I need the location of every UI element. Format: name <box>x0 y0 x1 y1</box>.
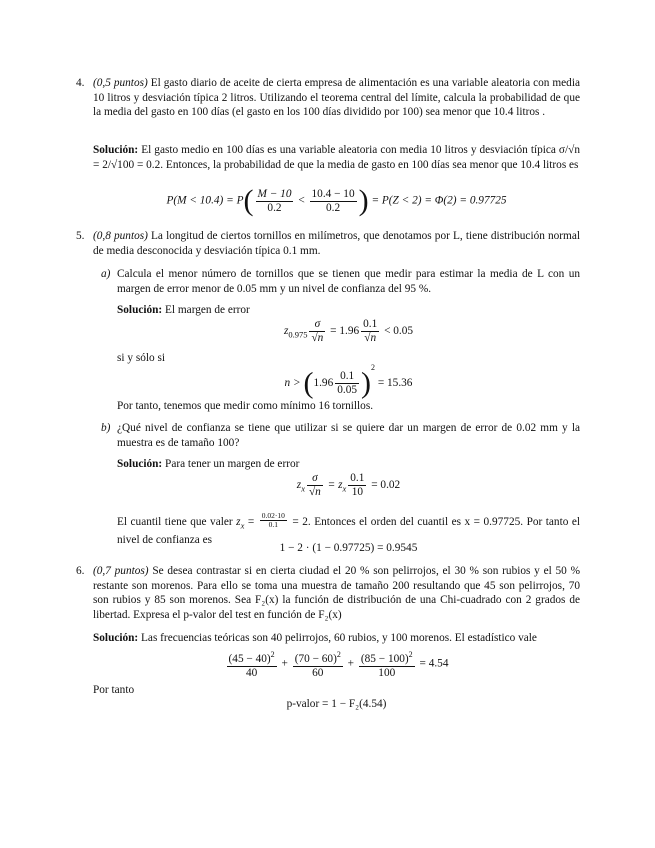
problem-5-text: La longitud de ciertos tornillos en milímetros, que denotamos por L, tiene distribución normal de media desconocida y desviación típica 0.1 mm. <box>93 230 580 257</box>
part-b-eq2: 1 − 2 · (1 − 0.97725) = 0.9545 <box>279 542 418 554</box>
part-b-question: ¿Qué nivel de confianza se tiene que utilizar si se quiere dar un margen de error de 0.02 mm y la muestra es de tamaño 100? <box>117 422 580 449</box>
part-a-eq2: n > (1.96 $\frac{0.1}{0.05}$ )$^2$ = 15.36 <box>284 363 413 400</box>
problem-6-text: Se desea contrastar si en cierta ciudad el 20 % son pelirrojos, el 30 % son rubios y el 50 % restante son morenos. Para ello se toma una muestra de tamaño 200 resultando que 45 son pelirrojos, 70 son rubios y 85 son morenos. Sea F₂(x) la función de distribución de una Chi-cuadrado con 2 grados de libertad. Expresa el p-valor del test en función de F₂(x) <box>93 565 580 621</box>
fraction: $\frac{M - 10}{0.2}$ <box>257 187 292 214</box>
part-b-label: b) <box>101 422 111 434</box>
problem-6-statement <box>93 564 580 622</box>
problem-6-number: 6. <box>76 565 85 577</box>
solution-label: Solución: <box>93 144 139 156</box>
solution-label: Solución: <box>117 458 163 470</box>
problem-4-solution-text: El gasto medio en 100 días es una variable aleatoria con media 10 litros y desviación típica σ/√n = 2/√100 = 0.2. Entonces, la probabilidad de que la media de gasto en 100 días sea menor que 10.4 litros es <box>93 144 581 171</box>
part-b-eq1: $z_x$ $\frac{\sigma}{√n}$ = $z_x$ $\frac{0.1}{10}$ = 0.02 <box>296 472 401 498</box>
problem-5-number: 5. <box>76 230 85 242</box>
problem-6-solution-text: Las frecuencias teóricas son 40 pelirrojos, 60 rubios, y 100 morenos. El estadístico vale <box>141 632 537 644</box>
problem-5-points: (0,8 puntos) <box>93 230 148 242</box>
part-a-iff: si y sólo si <box>117 352 166 364</box>
fraction: $\frac{10.4 - 10}{0.2}$ <box>311 187 355 214</box>
solution-label: Solución: <box>117 304 163 316</box>
solution-label: Solución: <box>93 632 139 644</box>
part-b-quantile: El cuantil tiene que valer $z_x$ = $\frac{0.02\cdot 10}{0.1}$ = 2. Entonces el orden del cuantil es x = 0.97725. Por tanto el nivel de confianza es <box>117 511 581 546</box>
part-a-eq1: $z_{0.975}$ $\frac{\sigma}{√n}$ = 1.96 $\frac{0.1}{√n}$ < 0.05 <box>283 318 414 344</box>
problem-4-text: El gasto diario de aceite de cierta empresa de alimentación es una variable aleatoria con media 10 litros y desviación típica 2 litros. Utilizando el teorema central del límite, calcula la probabilidad de que la media del gasto en 100 días (el gasto en los 100 días dividido por 100) sea menor que 10.4 litros . <box>93 77 580 119</box>
part-a-question: Calcula el menor número de tornillos que se tienen que medir para estimar la media de L con un margen de error menor de 0.05 mm y un nivel de confianza del 95 %. <box>117 268 580 295</box>
problem-4-statement <box>93 76 580 120</box>
part-a-solution <box>117 303 580 318</box>
eq-lhs: P(M < 10.4) = P <box>166 194 244 207</box>
problem-6-solution <box>93 631 580 646</box>
problem-4-solution <box>93 143 580 172</box>
problem-6-points: (0,7 puntos) <box>93 565 149 577</box>
part-a-conclusion: Por tanto, tenemos que medir como mínimo 16 tornillos. <box>117 400 374 412</box>
part-b-solution <box>117 457 580 472</box>
problem-4-points: (0,5 puntos) <box>93 77 148 89</box>
problem-4-number: 4. <box>76 77 85 89</box>
problem-4-equation: P(M < 10.4) = P( $\frac{M - 10}{0.2}$ < $\frac{10.4 - 10}{0.2}$ ) = P(Z < 2) = Φ(2) = 0.97725 <box>166 184 507 217</box>
part-a-solution-text: El margen de error <box>165 304 250 316</box>
problem-6-equation: $\frac{(45 - 40)^2}{40}$ + $\frac{(70 - 60)^2}{60}$ + $\frac{(85 - 100)^2}{100}$ = 4.54 <box>228 650 449 679</box>
part-a-label: a) <box>101 268 111 280</box>
eq-rhs: = P(Z < 2) = Φ(2) = 0.97725 <box>371 194 507 207</box>
problem-6-pvalue: p-valor = 1 − F₂(4.54) <box>286 698 387 710</box>
part-b-solution-text: Para tener un margen de error <box>165 458 300 470</box>
problem-5-statement <box>93 229 580 258</box>
problem-6-therefore: Por tanto <box>93 684 135 696</box>
